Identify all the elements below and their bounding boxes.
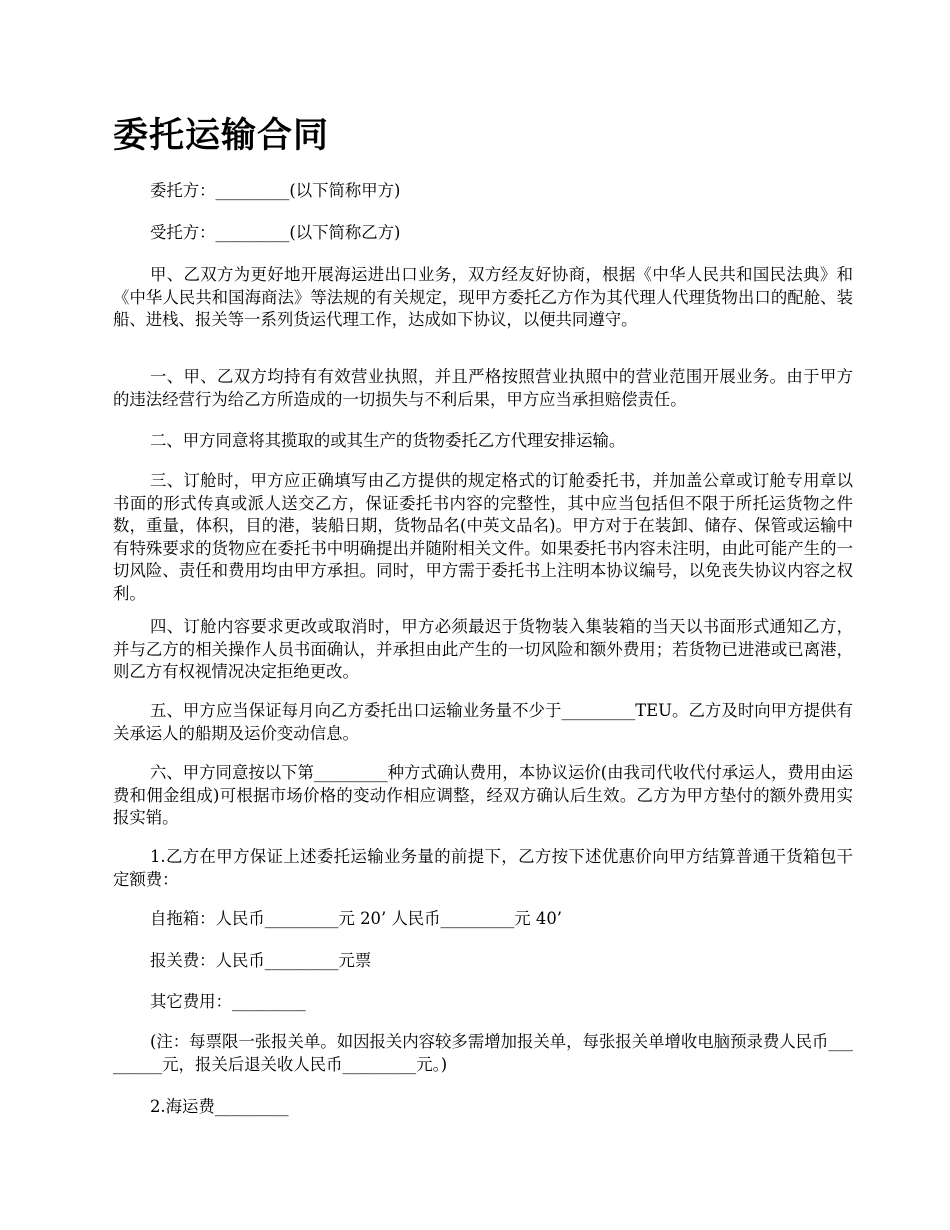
paragraph-ocean-freight: 2.海运费_________	[150, 1097, 289, 1116]
paragraph-clause-5: 五、甲方应当保证每月向乙方委托出口运输业务量不少于_________TEU。乙方及时向甲方提供有关承运人的船期及运价变动信息。	[113, 701, 853, 743]
paragraph-clause-2: 二、甲方同意将其揽取的或其生产的货物委托乙方代理安排运输。	[150, 431, 626, 450]
paragraph-fee-item-1: 1.乙方在甲方保证上述委托运输业务量的前提下，乙方按下述优惠价向甲方结算普通干货箱包干定额费：	[113, 847, 853, 889]
paragraph-other-fees: 其它费用：_________	[150, 992, 306, 1011]
paragraph-clause-1: 一、甲、乙双方均持有有效营业执照，并且严格按照营业执照中的营业范围开展业务。由于甲方的违法经营行为给乙方所造成的一切损失与不利后果，甲方应当承担赔偿责任。	[113, 367, 853, 409]
paragraph-entrusted-party: 受托方：_________(以下简称乙方)	[150, 223, 401, 242]
paragraph-clause-4: 四、订舱内容要求更改或取消时，甲方必须最迟于货物装入集装箱的当天以书面形式通知乙方，并与乙方的相关操作人员书面确认，并承担由此产生的一切风险和额外费用；若货物已进港或已离港，则乙方有权视情况决定拒绝更改。	[113, 617, 853, 681]
document-title: 委托运输合同	[113, 116, 330, 156]
paragraph-note: (注：每票限一张报关单。如因报关内容较多需增加报关单，每张报关单增收电脑预录费人民币_________元，报关后退关收人民币_________元。)	[113, 1032, 853, 1074]
paragraph-clause-3: 三、订舱时，甲方应正确填写由乙方提供的规定格式的订舱委托书，并加盖公章或订舱专用章以书面的形式传真或派人送交乙方，保证委托书内容的完整性，其中应当包括但不限于所托运货物之件数，重量，体积，目的港，装船日期，货物品名(中英文品名)。甲方对于在装卸、储存、保管或运输中有特殊要求的货物应在委托书中明确提出并随附相关文件。如果委托书内容未注明，由此可能产生的一切风险、责任和费用均由甲方承担。同时，甲方需于委托书上注明本协议编号，以免丧失协议内容之权利。	[113, 471, 853, 603]
paragraph-customs-fee: 报关费：人民币_________元票	[150, 951, 372, 970]
paragraph-preamble: 甲、乙双方为更好地开展海运进出口业务，双方经友好协商，根据《中华人民共和国民法典》和《中华人民共和国海商法》等法规的有关规定，现甲方委托乙方作为其代理人代理货物出口的配舱、装船、进栈、报关等一系列货运代理工作，达成如下协议，以便共同遵守。	[113, 265, 853, 329]
paragraph-entrusting-party: 委托方：_________(以下简称甲方)	[150, 181, 401, 200]
paragraph-clause-6: 六、甲方同意按以下第_________种方式确认费用，本协议运价(由我司代收代付承运人，费用由运费和佣金组成)可根据市场价格的变动作相应调整，经双方确认后生效。乙方为甲方垫付的额外费用实报实销。	[113, 763, 853, 827]
paragraph-container-fee: 自拖箱：人民币_________元 20’ 人民币_________元 40’	[150, 909, 562, 928]
